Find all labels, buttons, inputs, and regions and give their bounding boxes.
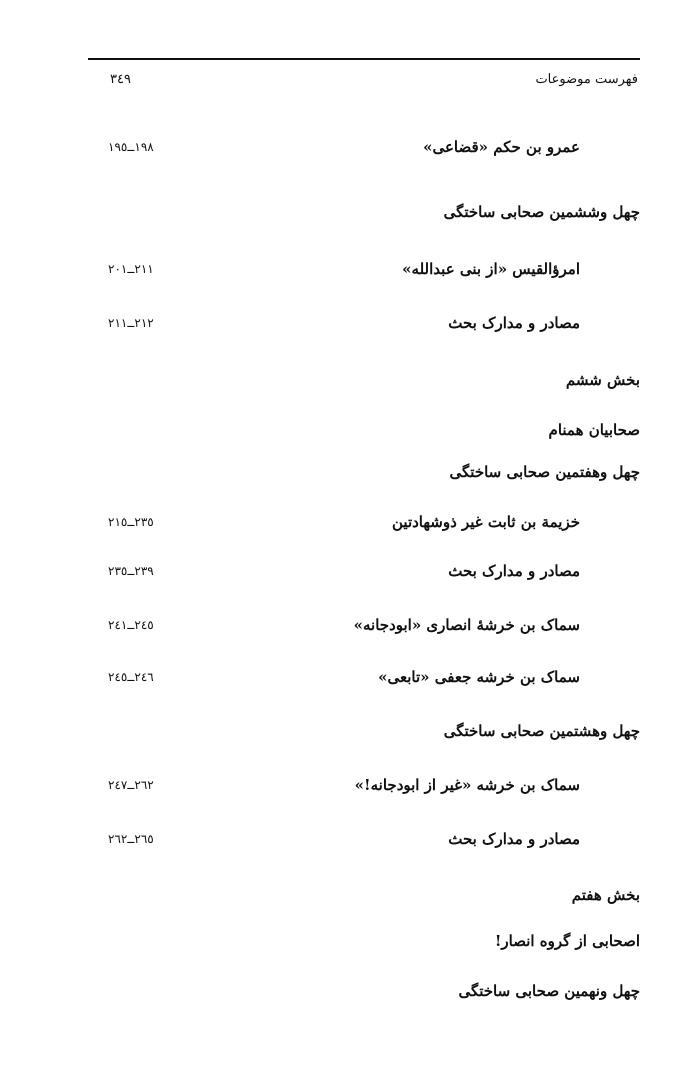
entry-title: مصادر و مدارک بحث [448, 314, 580, 332]
toc-entry [88, 260, 640, 286]
entry-page-range: ٢١١ــ٢٠١ [108, 262, 154, 276]
section-heading: چهل وهشتمین صحابی ساختگی [443, 722, 640, 740]
header-rule [88, 58, 640, 60]
running-header-title: فهرست موضوعات [535, 72, 638, 87]
part-heading: بخش هفتم [571, 886, 640, 904]
part-heading: بخش ششم [565, 371, 640, 389]
entry-page-range: ٢٦٢ــ٢٤٧ [108, 778, 154, 792]
entry-title: مصادر و مدارک بحث [448, 562, 580, 580]
entry-page-range: ٢١٢ــ٢١١ [108, 316, 154, 330]
toc-entry [88, 616, 640, 642]
part-subtitle: اصحابی از گروه انصار! [494, 932, 640, 950]
entry-page-range: ٢٣٩ــ٢٣٥ [108, 564, 154, 578]
entry-page-range: ٢٤٥ــ٢٤١ [108, 618, 154, 632]
toc-entry [88, 776, 640, 802]
entry-title: سماک بن خرشهٔ انصاری «ابودجانه» [353, 616, 580, 634]
section-heading: چهل وششمین صحابی ساختگی [443, 203, 640, 221]
toc-entry [88, 562, 640, 588]
section-heading: چهل ونهمین صحابی ساختگی [458, 982, 640, 1000]
toc-heading [88, 722, 640, 748]
entry-title: سماک بن خرشه جعفی «تابعی» [378, 668, 580, 686]
toc-entry [88, 138, 640, 164]
entry-page-range: ٢٣٥ــ٢١٥ [108, 515, 154, 529]
toc-heading [88, 932, 640, 958]
entry-title: امرؤالقیس «از بنی عبدالله» [402, 260, 580, 278]
toc-heading [88, 982, 640, 1008]
toc-heading [88, 371, 640, 397]
entry-title: مصادر و مدارک بحث [448, 830, 580, 848]
toc-entry [88, 668, 640, 694]
toc-heading [88, 203, 640, 229]
part-subtitle: صحابیان همنام [548, 421, 640, 439]
section-heading: چهل وهفتمین صحابی ساختگی [449, 463, 640, 481]
toc-heading [88, 886, 640, 912]
toc-entry [88, 830, 640, 856]
entry-title: خزیمة بن ثابت غیر ذوشهادتین [392, 513, 580, 531]
toc-heading [88, 421, 640, 447]
entry-page-range: ٢٦٥ــ٢٦٢ [108, 832, 154, 846]
entry-page-range: ٢٤٦ــ٢٤٥ [108, 670, 154, 684]
toc-entry [88, 314, 640, 340]
page-number: ٣٤٩ [110, 72, 131, 87]
entry-page-range: ١٩٨ــ١٩٥ [108, 140, 154, 154]
toc-heading [88, 463, 640, 489]
entry-title: سماک بن خرشه «غیر از ابودجانه!» [354, 776, 580, 794]
toc-entry [88, 513, 640, 539]
entry-title: عمرو بن حکم «قضاعی» [423, 138, 580, 156]
